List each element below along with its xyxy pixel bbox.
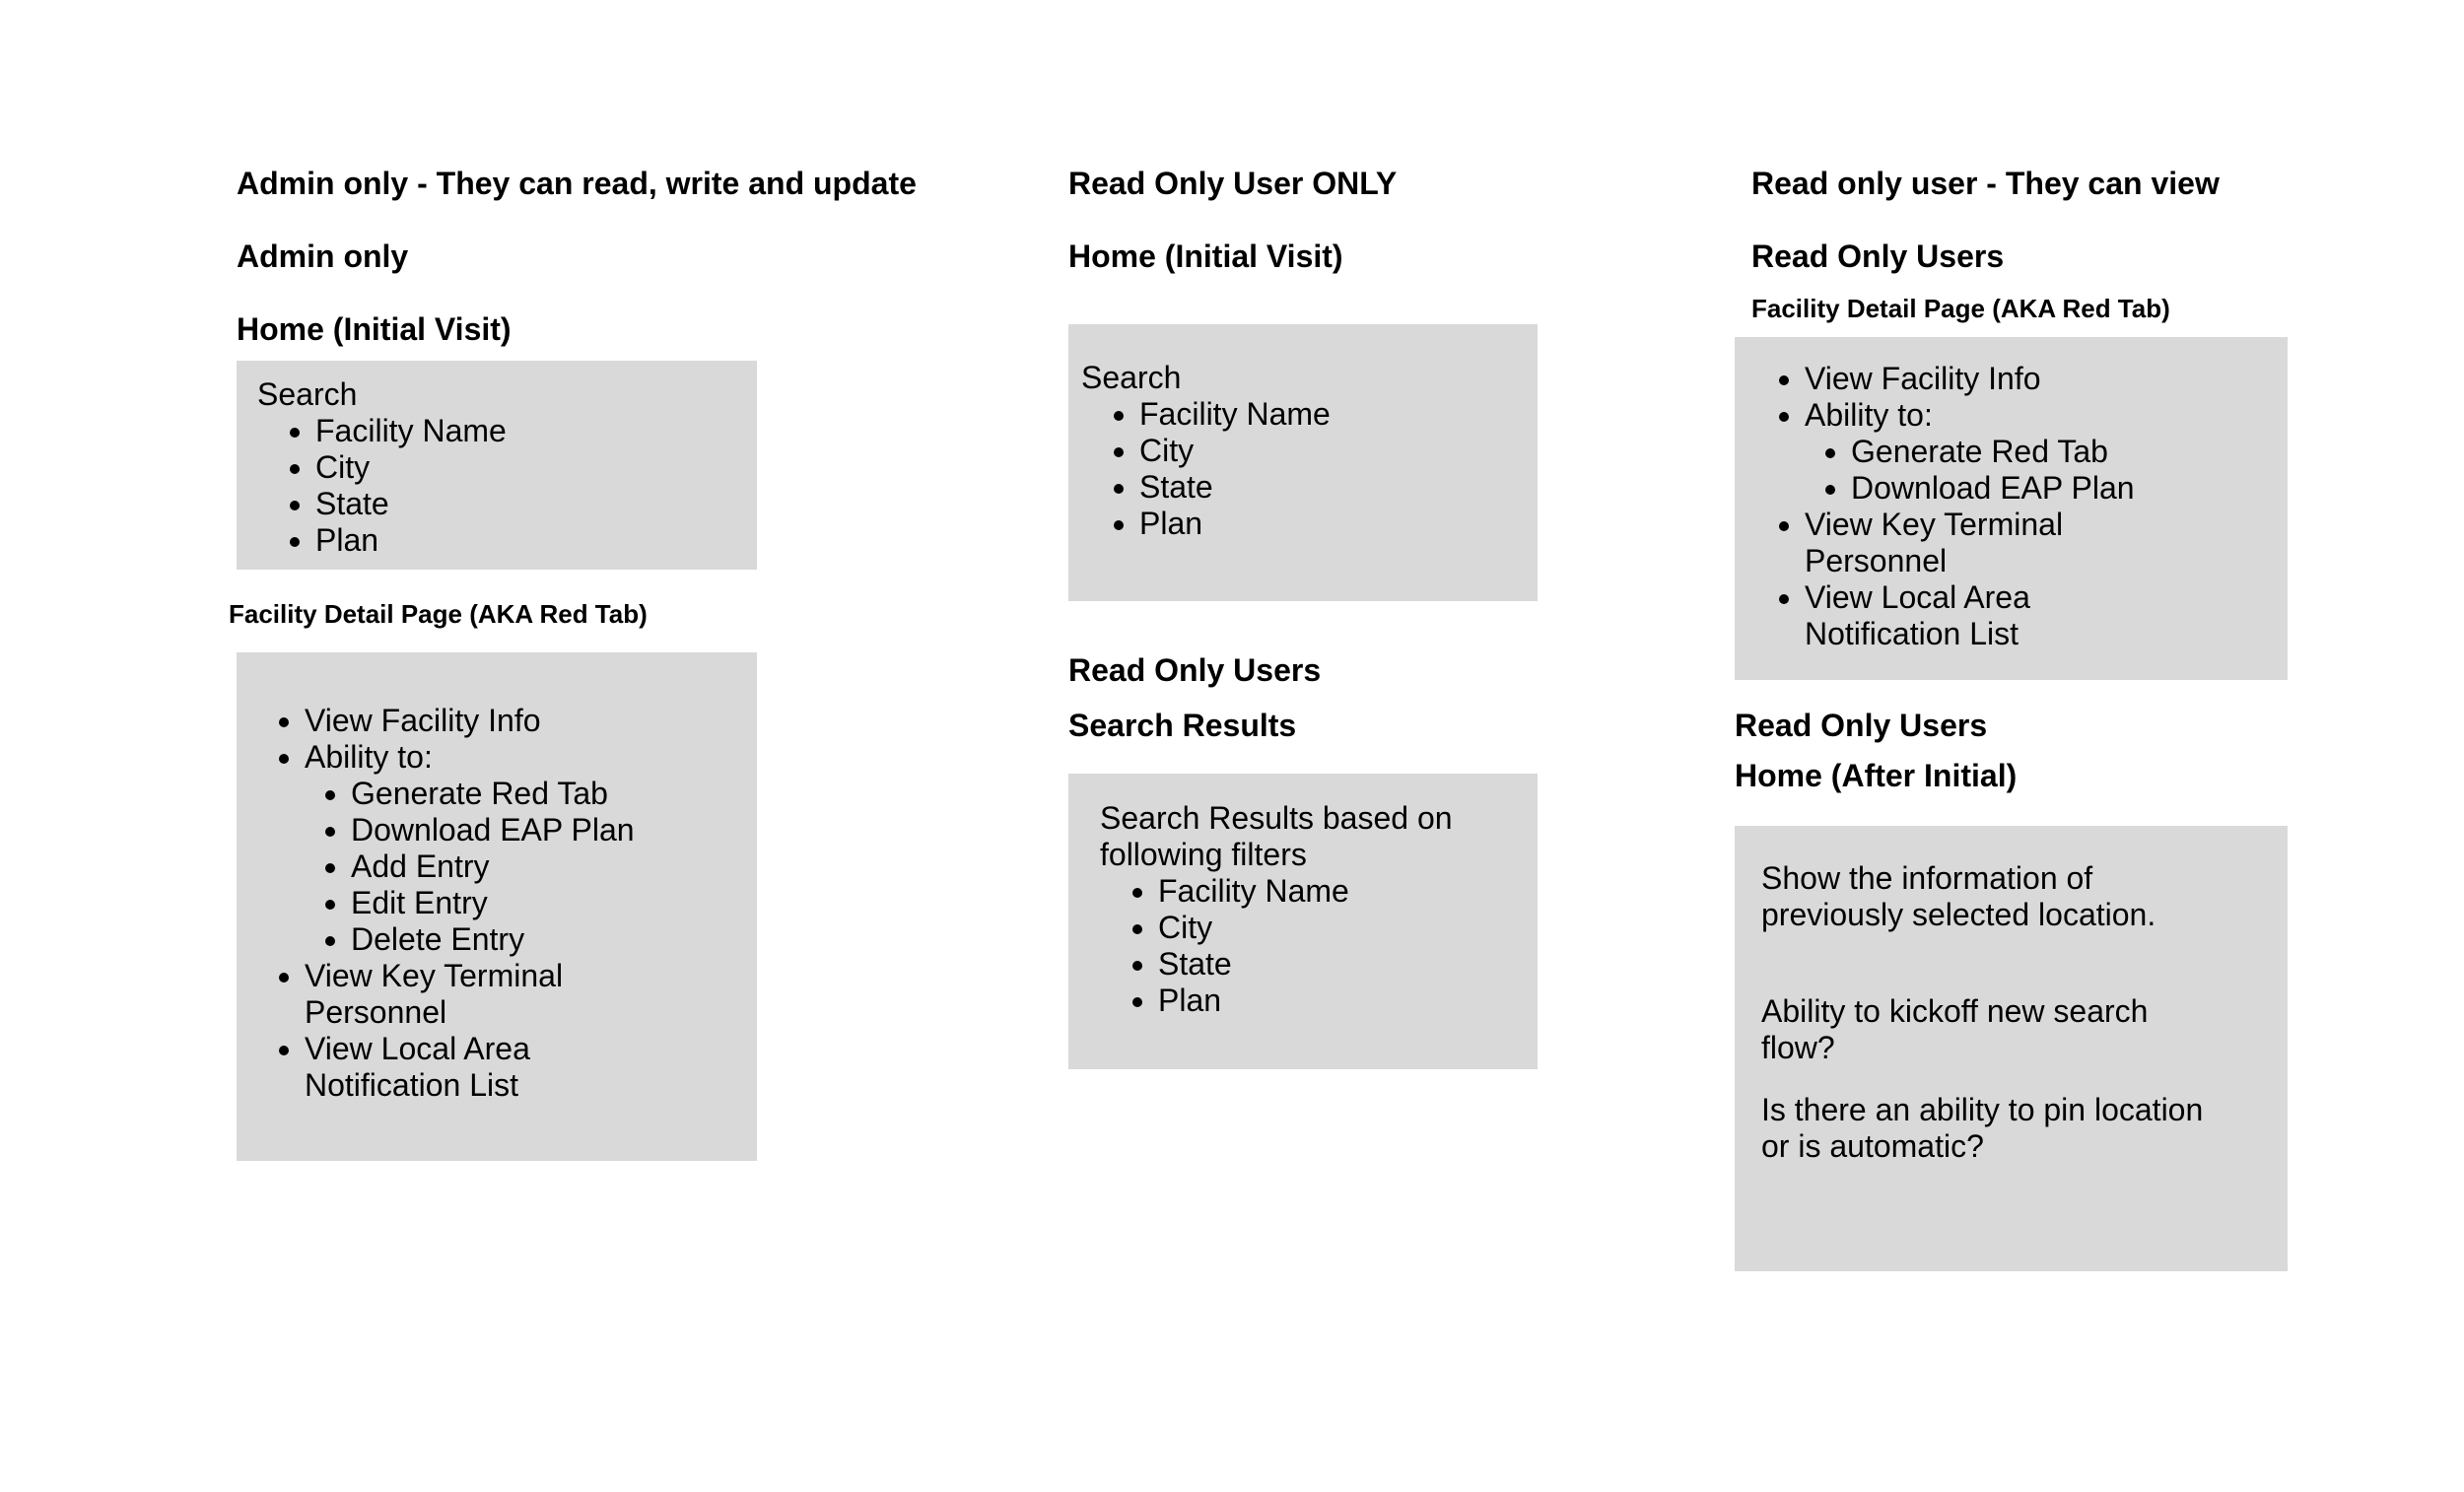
readonly-results-card <box>1068 774 1538 1069</box>
list-item: • View Local Area Notification List <box>305 1031 620 1104</box>
admin-ability-list <box>305 776 737 958</box>
list-item: • Delete Entry <box>351 921 737 958</box>
readonly-home-heading: Home (Initial Visit) <box>1068 238 1343 274</box>
list-item: • Download EAP Plan <box>351 812 737 848</box>
list-item: • View Key Terminal Personnel <box>1805 507 2120 579</box>
view-after-card <box>1735 826 2288 1271</box>
admin-detail-list <box>246 703 737 1104</box>
list-item <box>1805 397 2268 507</box>
admin-detail-card <box>237 652 757 1161</box>
readonly-home-search-label: Search <box>1081 360 1182 395</box>
list-item: • State <box>1139 469 1518 506</box>
list-item: • Add Entry <box>351 848 737 885</box>
view-after-text-3: Is there an ability to pin location or is automatic? <box>1761 1092 2204 1164</box>
readonly-results-filter-list <box>1100 873 1518 1019</box>
admin-home-heading: Home (Initial Visit) <box>237 311 512 347</box>
readonly-results-label: Read Only Users <box>1068 652 1322 688</box>
admin-column-subtitle: Admin only <box>237 238 409 274</box>
readonly-home-card <box>1068 324 1538 601</box>
list-item: • Plan <box>315 522 737 559</box>
readonly-home-filter-list <box>1081 396 1518 542</box>
list-item: • Generate Red Tab <box>351 776 737 812</box>
list-item: • View Facility Info <box>1805 361 2268 397</box>
list-item: • Facility Name <box>1158 873 1518 910</box>
view-ability-list <box>1805 434 2268 507</box>
view-column-title: Read only user - They can view <box>1751 166 2220 201</box>
list-item: • View Facility Info <box>305 703 737 739</box>
readonly-results-heading: Search Results <box>1068 708 1297 743</box>
view-detail-list <box>1746 361 2268 652</box>
view-after-heading: Home (After Initial) <box>1735 758 2018 793</box>
admin-detail-heading: Facility Detail Page (AKA Red Tab) <box>229 599 648 629</box>
list-item: • State <box>315 486 737 522</box>
readonly-results-intro: Search Results based on following filters <box>1100 800 1453 872</box>
list-item <box>305 739 737 958</box>
admin-column-title: Admin only - They can read, write and update <box>237 166 917 201</box>
list-item: • Facility Name <box>315 413 737 449</box>
list-item: • Download EAP Plan <box>1851 470 2268 507</box>
list-item: • Plan <box>1139 506 1518 542</box>
list-item: • View Key Terminal Personnel <box>305 958 620 1031</box>
view-detail-card <box>1735 337 2288 680</box>
view-detail-heading: Facility Detail Page (AKA Red Tab) <box>1751 294 2170 323</box>
admin-home-search-label: Search <box>257 376 358 412</box>
list-item: • View Local Area Notification List <box>1805 579 2120 652</box>
list-item: • Edit Entry <box>351 885 737 921</box>
readonly-column-title: Read Only User ONLY <box>1068 166 1398 201</box>
list-item: • Facility Name <box>1139 396 1518 433</box>
admin-home-card <box>237 361 757 570</box>
view-after-label: Read Only Users <box>1735 708 1988 743</box>
list-item: • State <box>1158 946 1518 983</box>
list-item: • City <box>1139 433 1518 469</box>
view-after-text-1: Show the information of previously selected location. <box>1761 860 2156 932</box>
list-item: • Plan <box>1158 983 1518 1019</box>
list-item-label: Ability to: <box>1805 397 1933 433</box>
list-item: • City <box>315 449 737 486</box>
view-column-subtitle: Read Only Users <box>1751 238 2005 274</box>
list-item: • City <box>1158 910 1518 946</box>
list-item-label: Ability to: <box>305 739 433 775</box>
admin-home-filter-list <box>257 413 737 559</box>
view-after-text-2: Ability to kickoff new search flow? <box>1761 993 2149 1065</box>
list-item: • Generate Red Tab <box>1851 434 2268 470</box>
